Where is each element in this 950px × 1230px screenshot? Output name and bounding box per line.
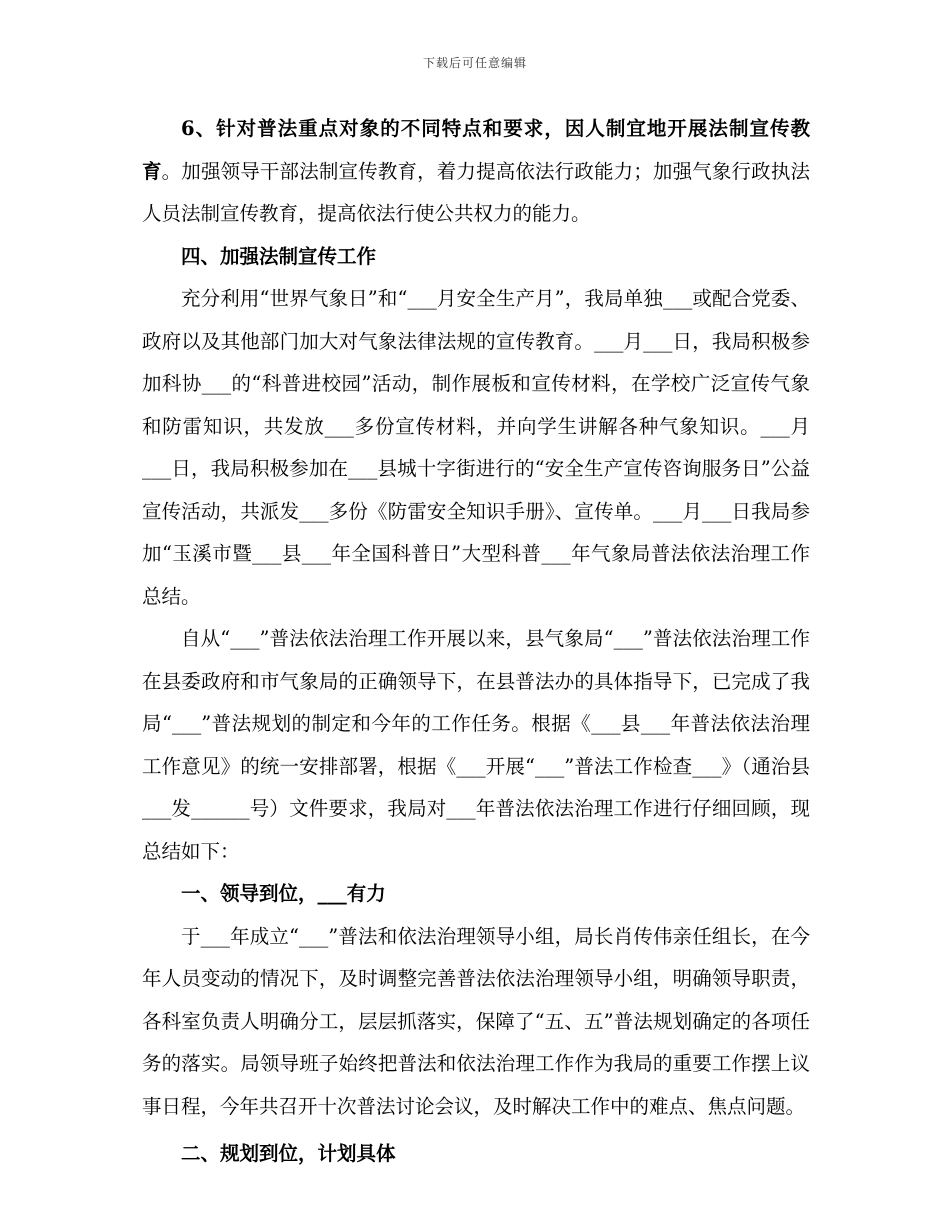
paragraph-6 — [142, 108, 810, 236]
paragraph-6-bold-lead: 6、针对普法重点对象的不同特点和要求，因人制宜地开展法制宣传教育 — [142, 117, 810, 183]
paragraph-summary-intro: 自从“___”普法依法治理工作开展以来，县气象局“___”普法依法治理工作在县委政府和市气象局的正确领导下，在县普法办的具体指导下，已完成了我局“___”普法规划的制定和今年的工作任务。根据《___县___年普法依法治理工作意见》的统一安排部署，根据《___开展“___”普法工作检查___》（通治县___发______号）文件要求，我局对___年普法依法治理工作进行仔细回顾，现总结如下： — [142, 627, 810, 863]
document-body — [142, 108, 810, 1176]
paragraph-leadership: 于___年成立“___”普法和依法治理领导小组，局长肖传伟亲任组长，在今年人员变动的情况下，及时调整完善普法依法治理领导小组，明确领导职责，各科室负责人明确分工，层层抓落实，保障了“五、五”普法规划确定的各项任务的落实。局领导班子始终把普法和依法治理工作作为我局的重要工作摆上议事日程，今年共召开十次普法讨论会议，及时解决工作中的难点、焦点问题。 — [142, 924, 810, 1118]
paragraph-publicity: 充分利用“世界气象日”和“___月安全生产月”，我局单独___或配合党委、政府以及其他部门加大对气象法律法规的宣传教育。___月___日，我局积极参加科协___的“科普进校园”活动，制作展板和宣传材料，在学校广泛宣传气象和防雷知识，共发放___多份宣传材料，并向学生讲解各种气象知识。___月___日，我局积极参加在___县城十字街进行的“安全生产宣传咨询服务日”公益宣传活动，共派发___多份《防雷安全知识手册》、宣传单。___月___日我局参加“玉溪市暨___县___年全国科普日”大型科普___年气象局普法依法治理工作总结。 — [142, 287, 810, 608]
section-heading-2: 二、规划到位，计划具体 — [181, 1142, 396, 1165]
section-heading-4: 四、加强法制宣传工作 — [181, 244, 377, 268]
section-heading-1: 一、领导到位，___有力 — [181, 882, 386, 905]
page-header: 下载后可任意编辑 — [422, 56, 527, 70]
paragraph-6-text: 。加强领导干部法制宣传教育，着力提高依法行政能力；加强气象行政执法人员法制宣传教育，提高依法行使公共权力的能力。 — [142, 159, 810, 225]
